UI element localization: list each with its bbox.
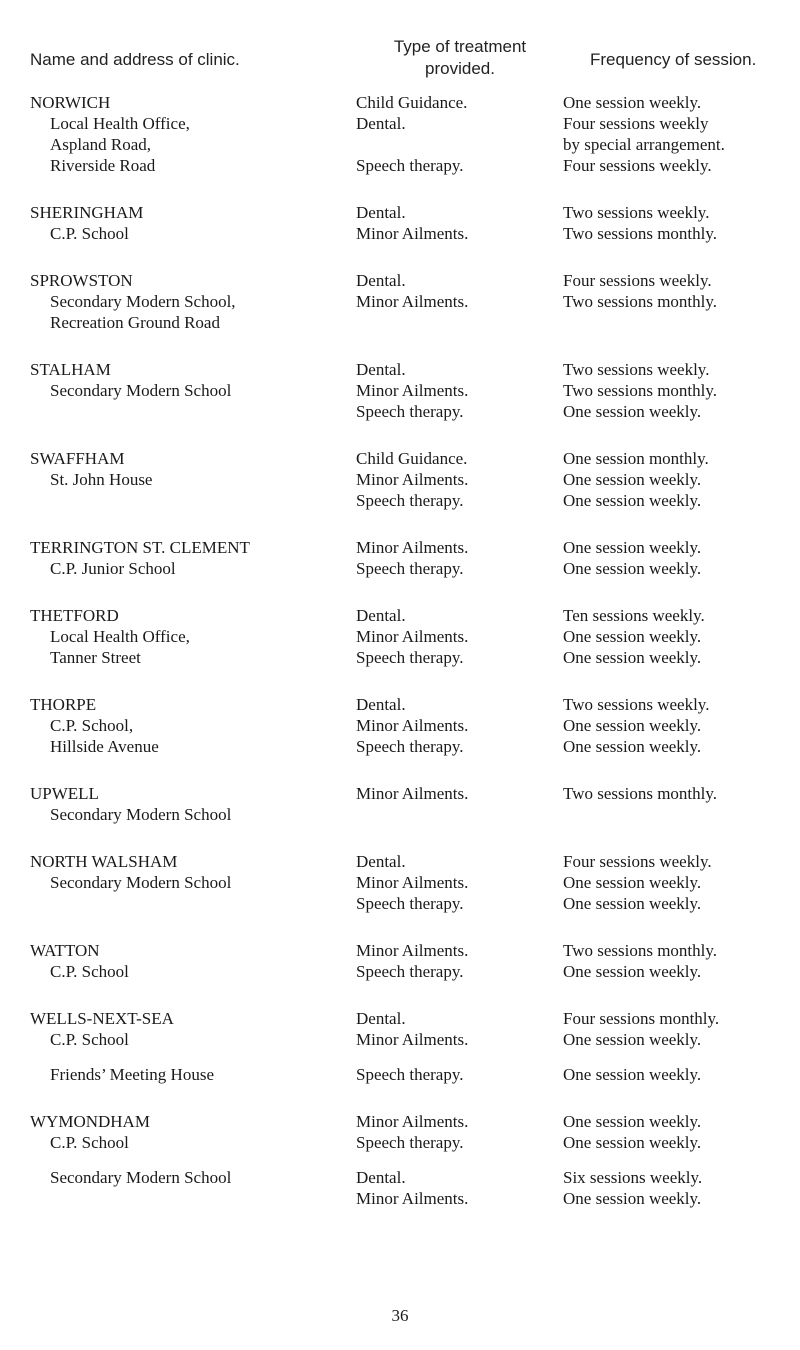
clinic-name-cell: C.P. Junior School xyxy=(50,559,176,578)
table-row xyxy=(30,647,795,668)
table-row xyxy=(30,1167,795,1188)
treatment-cell: Dental. xyxy=(356,695,406,714)
table-row xyxy=(30,893,795,914)
frequency-cell: Four sessions weekly. xyxy=(563,852,712,871)
clinic-name-cell: Secondary Modern School xyxy=(50,873,232,892)
frequency-cell: One session weekly. xyxy=(563,716,702,735)
frequency-cell: by special arrangement. xyxy=(563,135,725,154)
treatment-cell: Minor Ailments. xyxy=(356,941,469,960)
clinic-name-cell: Secondary Modern School, xyxy=(50,292,236,311)
table-row xyxy=(30,223,795,244)
frequency-cell: One session weekly. xyxy=(563,1189,702,1208)
frequency-cell: Two sessions monthly. xyxy=(563,224,718,243)
frequency-cell: Two sessions monthly. xyxy=(563,381,718,400)
treatment-cell: Speech therapy. xyxy=(356,491,464,510)
frequency-cell: Two sessions weekly. xyxy=(563,360,710,379)
frequency-cell: One session weekly. xyxy=(563,873,702,892)
treatment-cell: Dental. xyxy=(356,271,406,290)
clinic-name-cell: C.P. School xyxy=(50,962,129,981)
clinic-entry xyxy=(30,605,795,668)
treatment-cell: Speech therapy. xyxy=(356,648,464,667)
frequency-cell: One session weekly. xyxy=(563,1030,702,1049)
treatment-cell: Speech therapy. xyxy=(356,1065,464,1084)
table-row xyxy=(30,312,795,333)
treatment-cell: Dental. xyxy=(356,360,406,379)
clinic-entry xyxy=(30,270,795,333)
table-row xyxy=(30,92,795,113)
clinic-name-cell: WELLS-NEXT-SEA xyxy=(30,1009,174,1028)
clinic-name-cell: Friends’ Meeting House xyxy=(50,1065,214,1084)
clinic-name-cell: Secondary Modern School xyxy=(50,381,232,400)
treatment-cell: Speech therapy. xyxy=(356,1133,464,1152)
table-row xyxy=(30,202,795,223)
treatment-cell: Minor Ailments. xyxy=(356,470,469,489)
table-row xyxy=(30,490,795,511)
frequency-cell: One session weekly. xyxy=(563,470,702,489)
clinic-name-cell: Riverside Road xyxy=(50,156,156,175)
header-treatment xyxy=(355,36,565,80)
clinic-entry xyxy=(30,359,795,422)
table-row xyxy=(30,1111,795,1132)
frequency-cell: One session weekly. xyxy=(563,559,702,578)
table-row xyxy=(30,736,795,757)
table-row xyxy=(30,1132,795,1153)
clinic-name-cell: SWAFFHAM xyxy=(30,449,125,468)
clinic-table xyxy=(30,92,795,1209)
treatment-cell: Child Guidance. xyxy=(356,93,468,112)
clinic-name-cell: C.P. School xyxy=(50,224,129,243)
frequency-cell: Six sessions weekly. xyxy=(563,1168,703,1187)
clinic-name-cell: Local Health Office, xyxy=(50,627,190,646)
clinic-name-cell: Local Health Office, xyxy=(50,114,190,133)
header-frequency: Frequency of session. xyxy=(590,50,757,69)
clinic-name-cell: UPWELL xyxy=(30,784,99,803)
treatment-cell: Dental. xyxy=(356,1168,406,1187)
treatment-cell: Minor Ailments. xyxy=(356,1112,469,1131)
table-row xyxy=(30,783,795,804)
frequency-cell: Two sessions weekly. xyxy=(563,695,710,714)
clinic-name-cell: NORWICH xyxy=(30,93,111,112)
treatment-cell: Minor Ailments. xyxy=(356,381,469,400)
treatment-cell: Minor Ailments. xyxy=(356,716,469,735)
treatment-cell: Dental. xyxy=(356,606,406,625)
frequency-cell: Four sessions weekly. xyxy=(563,271,712,290)
clinic-entry xyxy=(30,783,795,825)
frequency-cell: One session weekly. xyxy=(563,1112,702,1131)
frequency-cell: One session weekly. xyxy=(563,648,702,667)
clinic-name-cell: C.P. School xyxy=(50,1030,129,1049)
frequency-cell: One session weekly. xyxy=(563,962,702,981)
table-row xyxy=(30,134,795,155)
table-header xyxy=(30,36,790,86)
frequency-cell: Four sessions monthly. xyxy=(563,1009,720,1028)
treatment-cell: Dental. xyxy=(356,1009,406,1028)
clinic-entry xyxy=(30,537,795,579)
table-row xyxy=(30,804,795,825)
frequency-cell: One session weekly. xyxy=(563,627,702,646)
clinic-entry xyxy=(30,1064,795,1085)
table-row xyxy=(30,1008,795,1029)
clinic-name-cell: SPROWSTON xyxy=(30,271,133,290)
clinic-entry xyxy=(30,1111,795,1153)
clinic-name-cell: WYMONDHAM xyxy=(30,1112,150,1131)
clinic-name-cell: THORPE xyxy=(30,695,97,714)
clinic-entry xyxy=(30,940,795,982)
table-row xyxy=(30,448,795,469)
frequency-cell: One session weekly. xyxy=(563,894,702,913)
table-row xyxy=(30,872,795,893)
frequency-cell: Four sessions weekly. xyxy=(563,156,712,175)
frequency-cell: One session weekly. xyxy=(563,491,702,510)
clinic-entry xyxy=(30,694,795,757)
treatment-cell: Speech therapy. xyxy=(356,894,464,913)
frequency-cell: One session weekly. xyxy=(563,402,702,421)
clinic-name-cell: Recreation Ground Road xyxy=(50,313,220,332)
treatment-cell: Minor Ailments. xyxy=(356,627,469,646)
clinic-name-cell: SHERINGHAM xyxy=(30,203,144,222)
treatment-cell: Speech therapy. xyxy=(356,156,464,175)
table-row xyxy=(30,605,795,626)
frequency-cell: One session weekly. xyxy=(563,1133,702,1152)
treatment-cell: Dental. xyxy=(356,852,406,871)
table-row xyxy=(30,359,795,380)
frequency-cell: Ten sessions weekly. xyxy=(563,606,705,625)
header-treatment-line2: provided. xyxy=(425,59,495,78)
treatment-cell: Minor Ailments. xyxy=(356,873,469,892)
table-row xyxy=(30,1064,795,1085)
header-clinic: Name and address of clinic. xyxy=(30,50,240,69)
frequency-cell: Two sessions weekly. xyxy=(563,203,710,222)
table-row xyxy=(30,401,795,422)
treatment-cell: Speech therapy. xyxy=(356,962,464,981)
treatment-cell: Minor Ailments. xyxy=(356,538,469,557)
table-row xyxy=(30,155,795,176)
clinic-name-cell: WATTON xyxy=(30,941,100,960)
clinic-name-cell: TERRINGTON ST. CLEMENT xyxy=(30,538,250,557)
table-row xyxy=(30,1188,795,1209)
table-row xyxy=(30,1029,795,1050)
clinic-name-cell: Tanner Street xyxy=(50,648,141,667)
frequency-cell: One session weekly. xyxy=(563,1065,702,1084)
frequency-cell: One session monthly. xyxy=(563,449,709,468)
treatment-cell: Speech therapy. xyxy=(356,559,464,578)
frequency-cell: Two sessions monthly. xyxy=(563,292,718,311)
treatment-cell: Minor Ailments. xyxy=(356,1030,469,1049)
table-row xyxy=(30,851,795,872)
table-row xyxy=(30,291,795,312)
table-row xyxy=(30,469,795,490)
table-row xyxy=(30,270,795,291)
treatment-cell: Speech therapy. xyxy=(356,737,464,756)
table-row xyxy=(30,537,795,558)
table-row xyxy=(30,715,795,736)
treatment-cell: Dental. xyxy=(356,114,406,133)
treatment-cell: Minor Ailments. xyxy=(356,292,469,311)
clinic-name-cell: Secondary Modern School xyxy=(50,805,232,824)
treatment-cell: Minor Ailments. xyxy=(356,1189,469,1208)
treatment-cell: Child Guidance. xyxy=(356,449,468,468)
clinic-name-cell: NORTH WALSHAM xyxy=(30,852,178,871)
table-row xyxy=(30,380,795,401)
clinic-entry xyxy=(30,851,795,914)
clinic-name-cell: THETFORD xyxy=(30,606,119,625)
treatment-cell: Dental. xyxy=(356,203,406,222)
treatment-cell: Speech therapy. xyxy=(356,402,464,421)
frequency-cell: One session weekly. xyxy=(563,737,702,756)
clinic-entry xyxy=(30,1167,795,1209)
page-number: 36 xyxy=(391,1306,409,1325)
clinic-name-cell: Aspland Road, xyxy=(50,135,152,154)
clinic-entry xyxy=(30,202,795,244)
table-row xyxy=(30,626,795,647)
treatment-cell: Minor Ailments. xyxy=(356,224,469,243)
frequency-cell: Two sessions monthly. xyxy=(563,784,718,803)
table-row xyxy=(30,558,795,579)
table-row xyxy=(30,961,795,982)
frequency-cell: Two sessions monthly. xyxy=(563,941,718,960)
treatment-cell: Minor Ailments. xyxy=(356,784,469,803)
clinic-name-cell: C.P. School, xyxy=(50,716,134,735)
header-treatment-line1: Type of treatment xyxy=(393,37,527,56)
table-row xyxy=(30,113,795,134)
clinic-entry xyxy=(30,92,795,176)
clinic-name-cell: C.P. School xyxy=(50,1133,129,1152)
table-row xyxy=(30,940,795,961)
frequency-cell: Four sessions weekly xyxy=(563,114,709,133)
clinic-name-cell: Hillside Avenue xyxy=(50,737,159,756)
clinic-entry xyxy=(30,1008,795,1050)
clinic-name-cell: St. John House xyxy=(50,470,153,489)
frequency-cell: One session weekly. xyxy=(563,538,702,557)
frequency-cell: One session weekly. xyxy=(563,93,702,112)
table-row xyxy=(30,694,795,715)
clinic-name-cell: STALHAM xyxy=(30,360,111,379)
clinic-name-cell: Secondary Modern School xyxy=(50,1168,232,1187)
clinic-entry xyxy=(30,448,795,511)
